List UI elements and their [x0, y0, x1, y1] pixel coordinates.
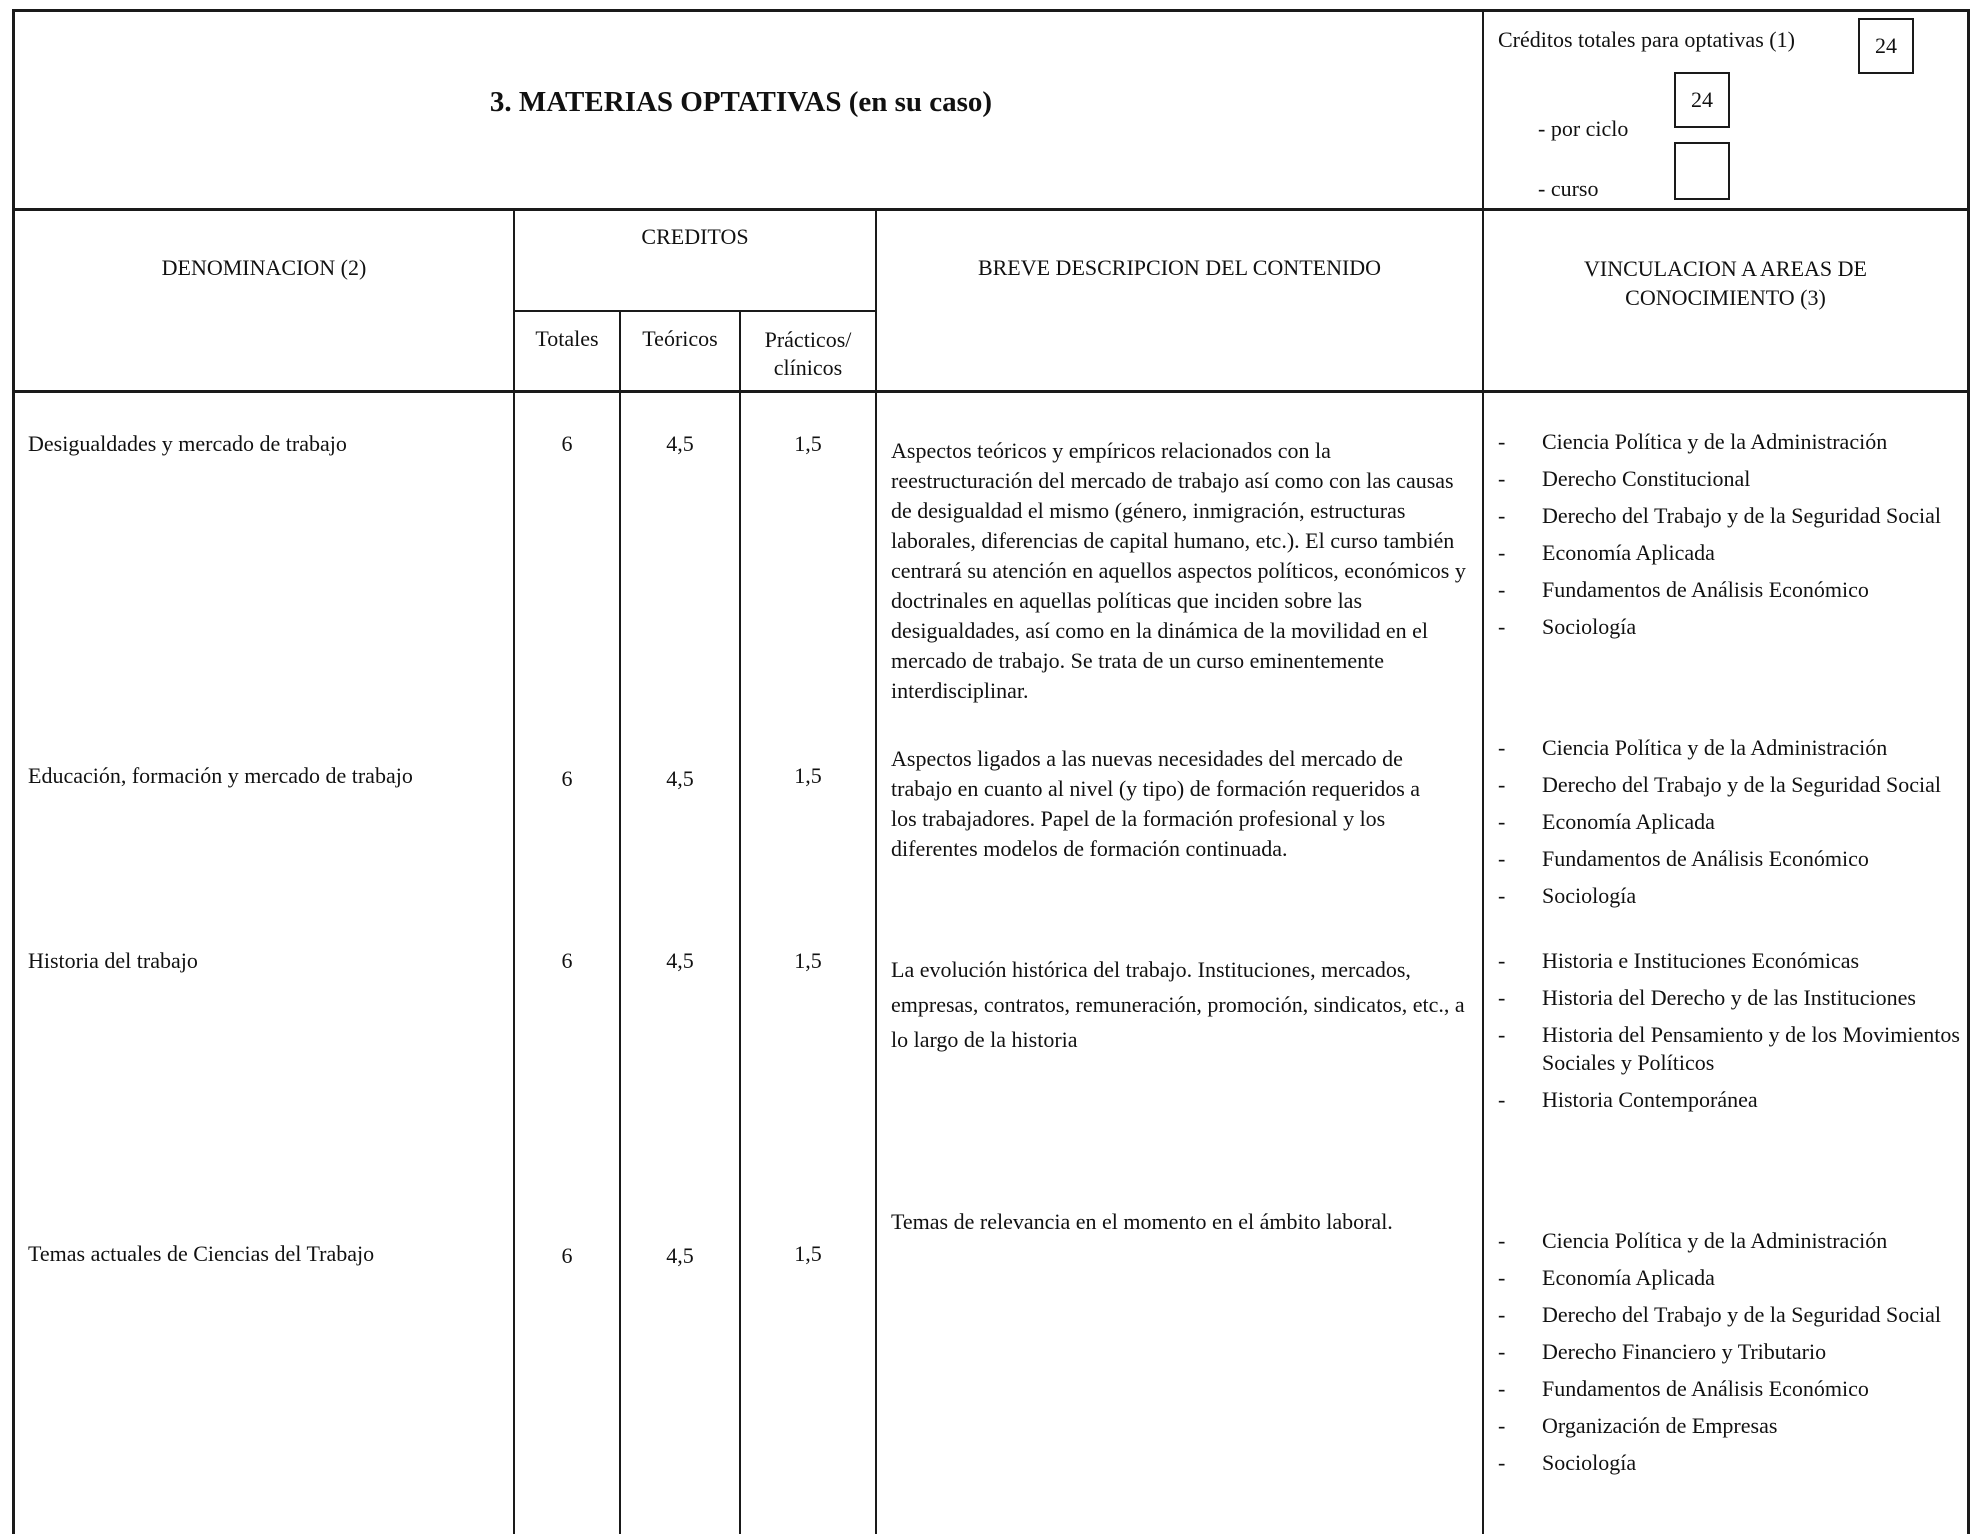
row-4-teoricos: 4,5 — [666, 1243, 694, 1268]
col-header-denominacion: DENOMINACION (2) — [161, 255, 367, 280]
row-4-name: Temas actuales de Ciencias del Trabajo — [28, 1241, 375, 1266]
col-header-clinicos: clínicos — [773, 355, 843, 380]
row-4-description: Temas de relevancia en el momento en el ámbito laboral. — [891, 1209, 1393, 1234]
area-item: - Derecho del Trabajo y de la Seguridad Social — [1496, 1301, 1962, 1329]
row-3-description: La evolución histórica del trabajo. Instituciones, mercados, empresas, contratos, remuneración, promoción, sindicatos, etc., a lo largo de la historia — [891, 957, 1465, 1052]
row-3-name: Historia del trabajo — [28, 948, 198, 973]
area-item: - Derecho Financiero y Tributario — [1496, 1338, 1962, 1366]
area-item: - Fundamentos de Análisis Económico — [1496, 1375, 1962, 1403]
area-item: - Fundamentos de Análisis Económico — [1496, 576, 1962, 604]
area-item: - Historia del Pensamiento y de los Movimientos Sociales y Políticos — [1496, 1021, 1962, 1077]
col-header-totales: Totales — [535, 326, 599, 351]
area-item: - Historia del Derecho y de las Instituciones — [1496, 984, 1962, 1012]
row-2-name: Educación, formación y mercado de trabajo — [28, 763, 413, 788]
per-cycle-box: 24 — [1674, 72, 1730, 128]
outer-left-border — [12, 9, 15, 1534]
page-title: 3. MATERIAS OPTATIVAS (en su caso) — [489, 86, 993, 118]
area-item: - Sociología — [1496, 882, 1962, 910]
row-3-practicos: 1,5 — [794, 948, 822, 973]
per-course-box — [1674, 142, 1730, 200]
col-divider-3 — [739, 310, 741, 1534]
credits-total-label: Créditos totales para optativas (1) — [1498, 27, 1795, 52]
area-item: - Derecho del Trabajo y de la Seguridad Social — [1496, 502, 1962, 530]
row-4-practicos: 1,5 — [794, 1241, 822, 1266]
area-item: - Organización de Empresas — [1496, 1412, 1962, 1440]
row-3-areas — [1496, 947, 1962, 1123]
area-item: - Historia Contemporánea — [1496, 1086, 1962, 1114]
col-divider-2 — [619, 310, 621, 1534]
col-header-creditos: CREDITOS — [641, 224, 749, 249]
col-divider-5 — [1482, 208, 1484, 1534]
col-header-conocimiento: CONOCIMIENTO (3) — [1625, 285, 1826, 310]
area-item: - Fundamentos de Análisis Económico — [1496, 845, 1962, 873]
row-1-description: Aspectos teóricos y empíricos relacionados con la reestructuración del mercado de trabajo así como con las causas de desigualdad el mismo (género, inmigración, estructuras laborales, diferencias de capital humano, etc.). El curso también centrará su atención en aquellos aspectos políticos, económicos y doctrinales en aquellas políticas que inciden sobre las desigualdades, así como en la dinámica de la movilidad en el mercado de trabajo. Se trata de un curso eminentemente interdisciplinar. — [891, 438, 1466, 703]
outer-top-border — [12, 9, 1970, 12]
column-header-bottom-border — [12, 390, 1970, 393]
row-2-totales: 6 — [561, 766, 573, 791]
area-item: - Sociología — [1496, 613, 1962, 641]
area-item: - Ciencia Política y de la Administración — [1496, 428, 1962, 456]
area-item: - Derecho del Trabajo y de la Seguridad Social — [1496, 771, 1962, 799]
area-item: - Sociología — [1496, 1449, 1962, 1477]
col-header-descripcion: BREVE DESCRIPCION DEL CONTENIDO — [977, 255, 1382, 280]
area-item: - Economía Aplicada — [1496, 1264, 1962, 1292]
col-divider-1 — [513, 208, 515, 1534]
creditos-subheader-line — [513, 310, 877, 312]
per-course-label: - curso — [1538, 176, 1599, 201]
row-2-areas — [1496, 734, 1962, 919]
per-cycle-label: - por ciclo — [1538, 116, 1629, 141]
area-item: - Ciencia Política y de la Administración — [1496, 734, 1962, 762]
credits-total-box: 24 — [1858, 18, 1914, 74]
header-divider — [1482, 9, 1484, 209]
area-item: - Derecho Constitucional — [1496, 465, 1962, 493]
row-1-teoricos: 4,5 — [666, 431, 694, 456]
row-4-totales: 6 — [561, 1243, 573, 1268]
row-1-practicos: 1,5 — [794, 431, 822, 456]
outer-right-border — [1967, 9, 1970, 1534]
row-2-practicos: 1,5 — [794, 763, 822, 788]
row-1-areas — [1496, 428, 1962, 650]
row-2-teoricos: 4,5 — [666, 766, 694, 791]
row-2-description: Aspectos ligados a las nuevas necesidades del mercado de trabajo en cuanto al nivel (y tipo) de formación requeridos a los trabajadores. Papel de la formación profesional y los diferentes modelos de formación continuada. — [891, 746, 1421, 861]
header-bottom-border — [12, 208, 1970, 211]
area-item: - Historia e Instituciones Económicas — [1496, 947, 1962, 975]
col-header-practicos: Prácticos/ — [764, 327, 852, 352]
row-1-name: Desigualdades y mercado de trabajo — [28, 431, 347, 456]
row-3-teoricos: 4,5 — [666, 948, 694, 973]
col-header-teoricos: Teóricos — [642, 326, 718, 351]
col-header-vinculacion: VINCULACION A AREAS DE — [1584, 256, 1867, 281]
row-1-totales: 6 — [561, 431, 573, 456]
area-item: - Economía Aplicada — [1496, 808, 1962, 836]
row-3-totales: 6 — [561, 948, 573, 973]
col-divider-4 — [875, 208, 877, 1534]
area-item: - Economía Aplicada — [1496, 539, 1962, 567]
row-4-areas — [1496, 1227, 1962, 1486]
area-item: - Ciencia Política y de la Administración — [1496, 1227, 1962, 1255]
